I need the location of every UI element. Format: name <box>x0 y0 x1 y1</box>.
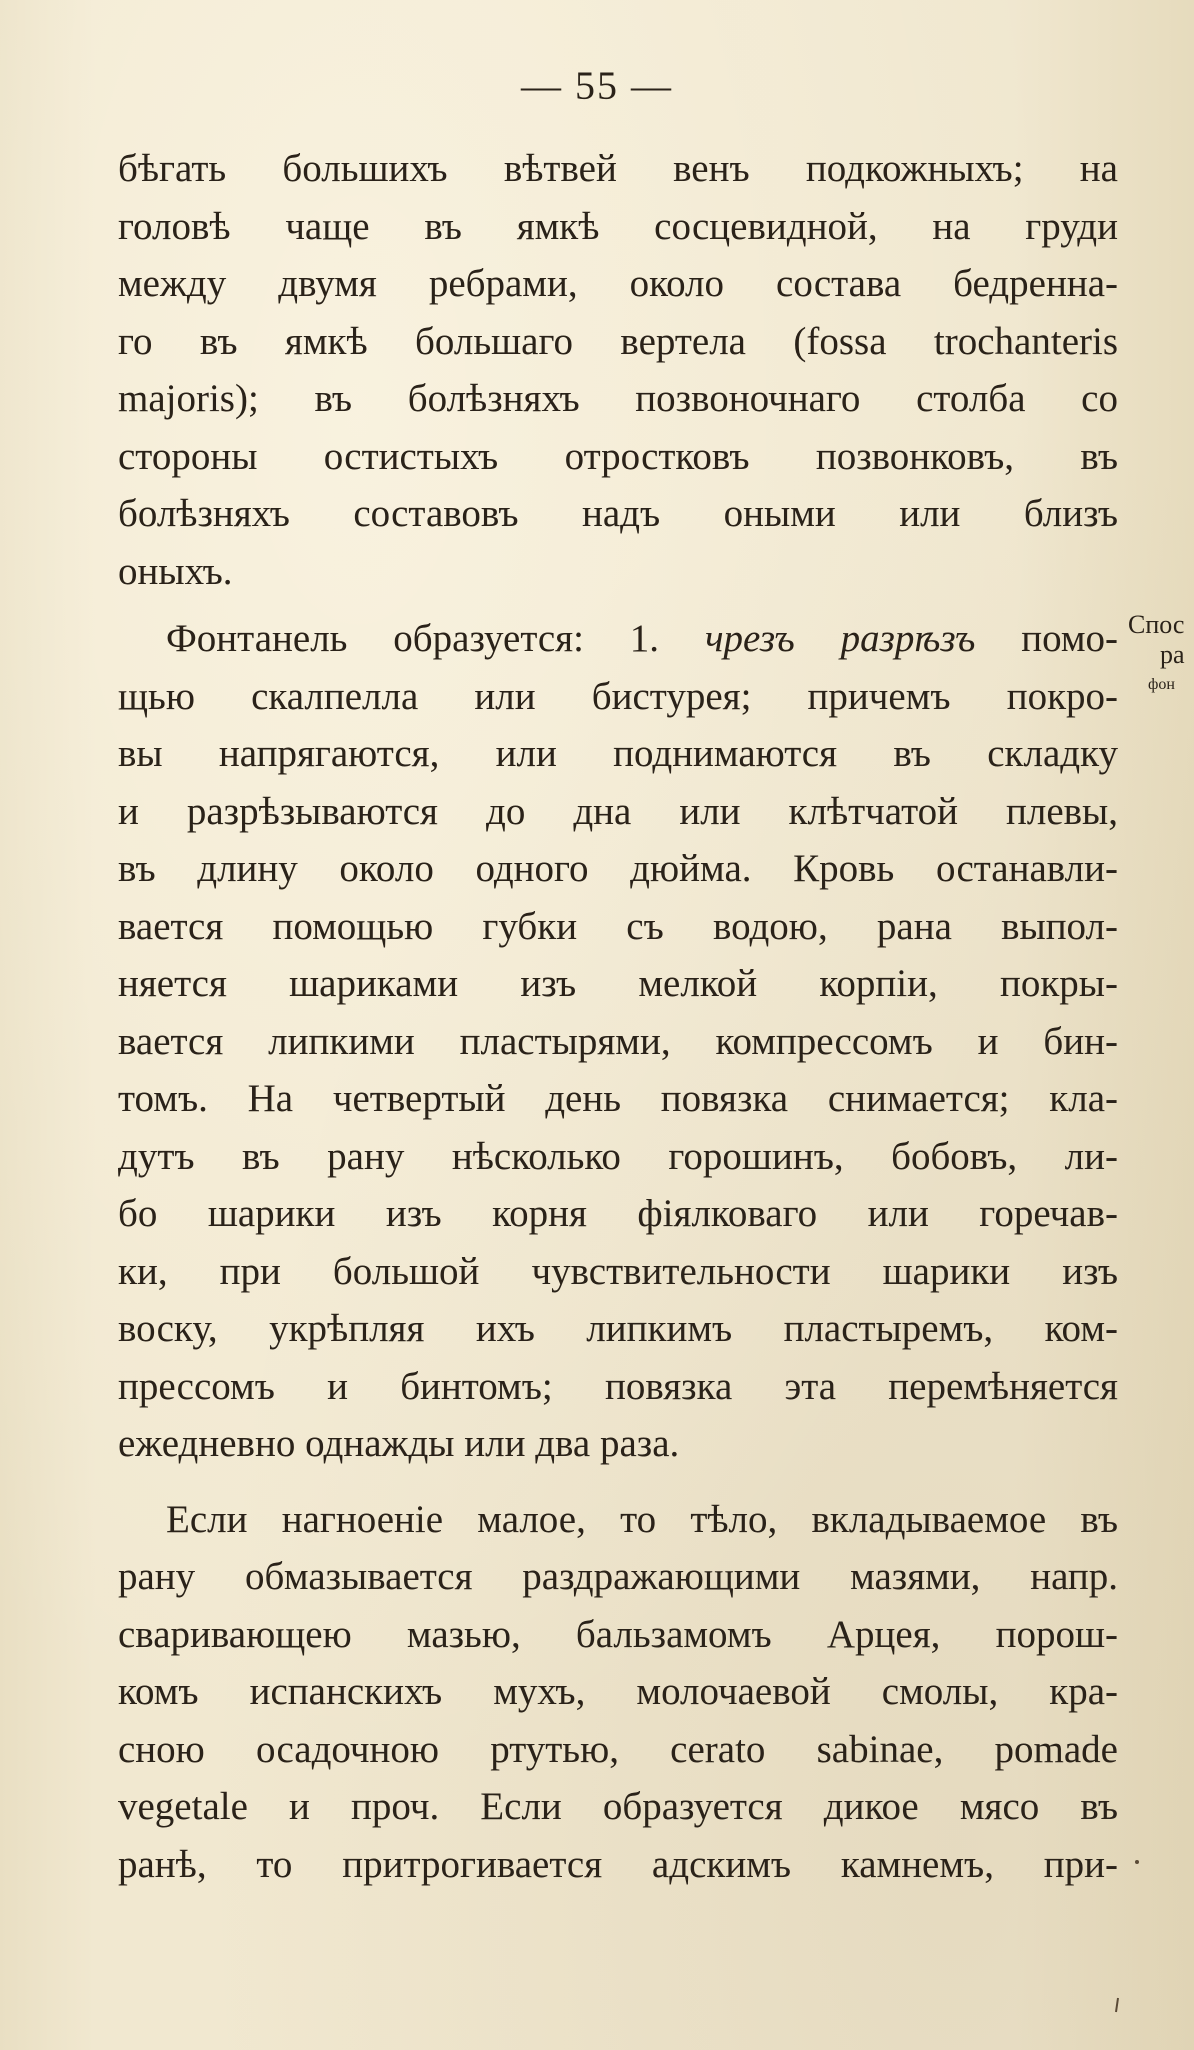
text-line: вается помощью губки съ водою, рана выпол- <box>118 904 1118 948</box>
text-line: majoris); въ болѣзняхъ позвоночнаго столба со <box>118 377 1118 420</box>
text-line: головѣ чаще въ ямкѣ сосцевидной, на груди <box>118 204 1118 248</box>
text-line: няется шариками изъ мелкой корпіи, покры- <box>118 962 1118 1005</box>
text-line: въ длину около одного дюйма. Кровь останавли- <box>118 847 1118 890</box>
margin-note-line: Спос <box>1128 610 1185 639</box>
text-line: бѣгать большихъ вѣтвей венъ подкожныхъ; на <box>118 147 1118 190</box>
text-line: сною осадочною ртутью, cerato sabinae, pomade <box>118 1727 1118 1771</box>
text-run: помо- <box>975 617 1118 660</box>
text-line: вается липкими пластырями, компрессомъ и бин- <box>118 1019 1118 1063</box>
text-line: сваривающею мазью, бальзамомъ Арцея, порош- <box>118 1612 1118 1656</box>
text-line: прессомъ и бинтомъ; повязка эта перемѣняется <box>118 1364 1118 1408</box>
text-line: воску, укрѣпляя ихъ липкимъ пластыремъ, ком- <box>118 1307 1118 1350</box>
text-line: дутъ въ рану нѣсколько горошинъ, бобовъ, ли- <box>118 1134 1118 1178</box>
text-line: го въ ямкѣ большаго вертела (fossa trochanteris <box>118 319 1118 363</box>
text-line: стороны остистыхъ отростковъ позвонковъ, въ <box>118 434 1118 478</box>
text-line: ранѣ, то притрогивается адскимъ камнемъ, при- <box>118 1842 1118 1886</box>
text-line: оныхъ. <box>118 549 233 593</box>
text-line: бо шарики изъ корня фіялковаго или горечав- <box>118 1192 1118 1235</box>
text-run: Фонтанель образуется: 1. <box>166 617 705 660</box>
text-line: вы напрягаются, или поднимаются въ складку <box>118 732 1118 775</box>
text-line: Если нагноеніе малое, то тѣло, вкладываемое въ <box>166 1497 1118 1541</box>
text-line: болѣзняхъ составовъ надъ оными или близъ <box>118 492 1118 535</box>
text-line: ежедневно однажды или два раза. <box>118 1422 680 1465</box>
text-line: комъ испанскихъ мухъ, молочаевой смолы, кра- <box>118 1670 1118 1713</box>
text-line: ки, при большой чувствительности шарики изъ <box>118 1249 1118 1293</box>
text-line: между двумя ребрами, около состава бедренна- <box>118 262 1118 305</box>
page-number: — 55 — <box>521 63 673 108</box>
text-line: рану обмазывается раздражающими мазями, напр. <box>118 1555 1118 1598</box>
margin-note-line: фон <box>1148 676 1175 693</box>
italic-term: чрезъ разрѣзъ <box>704 617 976 660</box>
text-line: vegetale и проч. Если образуется дикое мясо въ <box>118 1785 1118 1828</box>
text-line: томъ. На четвертый день повязка снимается; кла- <box>118 1077 1118 1120</box>
margin-note-line: ра <box>1160 640 1185 669</box>
text-line: и разрѣзываются до дна или клѣтчатой плевы, <box>118 789 1118 833</box>
text-line: щью скалпелла или бистурея; причемъ покро- <box>118 674 1118 718</box>
